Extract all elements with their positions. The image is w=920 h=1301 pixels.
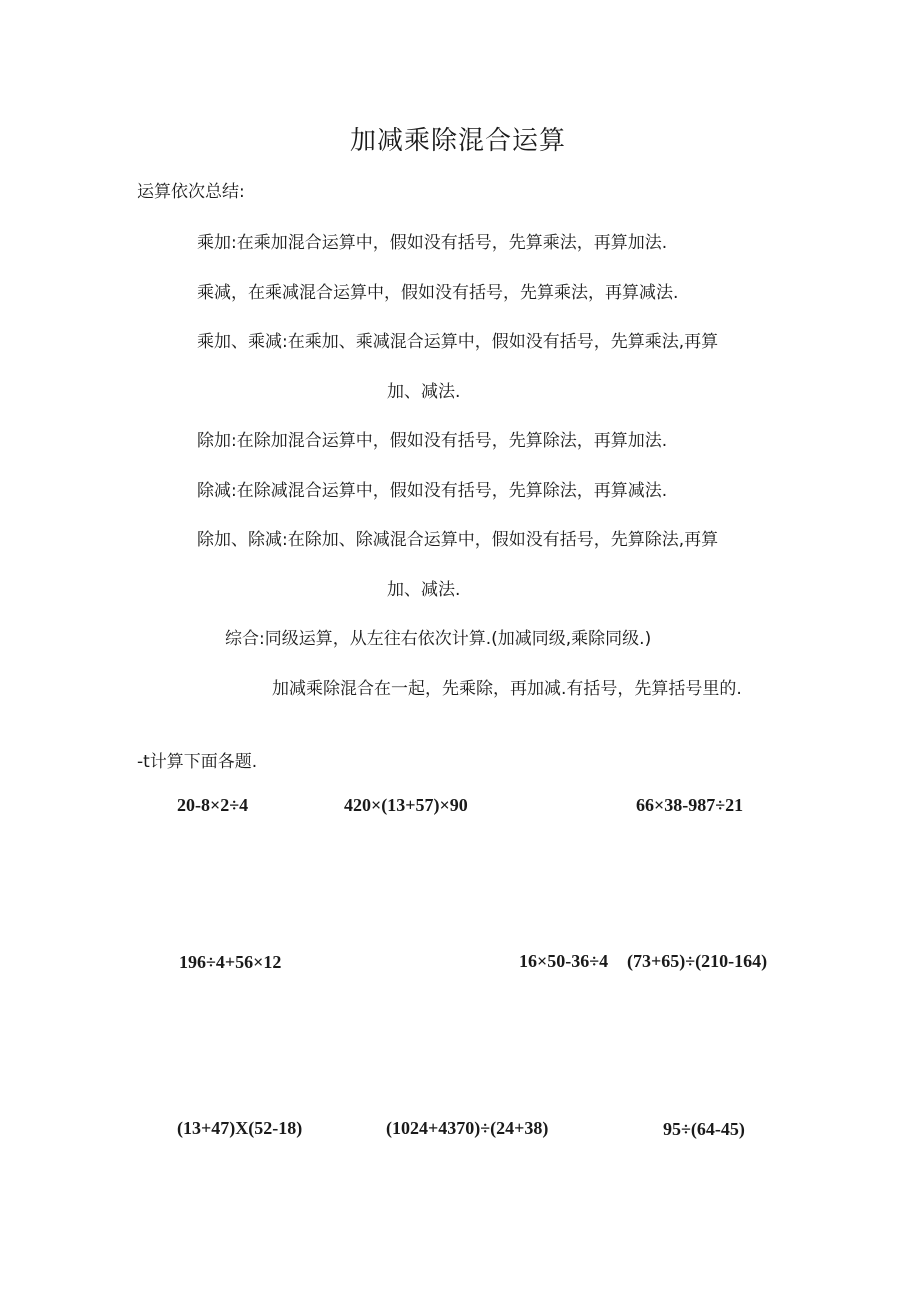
problem-1: 20-8×2÷4: [177, 795, 249, 815]
summary-heading: 运算依次总结:: [137, 182, 245, 202]
problem-9: 95÷(64-45): [663, 1119, 745, 1139]
rule-general: 综合:同级运算，从左往右依次计算.(加减同级,乘除同级.): [225, 629, 652, 649]
rule-general-2: 加减乘除混合在一起，先乘除，再加减.有括号，先算括号里的.: [272, 679, 742, 699]
exercise-heading: -t计算下面各题.: [137, 752, 258, 772]
page-title: 加减乘除混合运算: [350, 126, 567, 156]
problem-6: (73+65)÷(210-164): [627, 951, 768, 971]
problem-5: 16×50-36÷4: [519, 951, 609, 971]
problem-7: (13+47)X(52-18): [177, 1118, 303, 1138]
rule-multiply-add-subtract-cont: 加、减法.: [387, 382, 461, 402]
problem-2: 420×(13+57)×90: [344, 795, 468, 815]
problem-3: 66×38-987÷21: [636, 795, 744, 815]
rule-multiply-subtract: 乘减，在乘减混合运算中，假如没有括号，先算乘法，再算减法.: [197, 283, 679, 303]
rule-divide-subtract: 除减:在除减混合运算中，假如没有括号，先算除法，再算减法.: [197, 481, 668, 501]
rule-divide-add-subtract-cont: 加、减法.: [387, 580, 461, 600]
rule-divide-add-subtract: 除加、除减:在除加、除减混合运算中，假如没有括号，先算除法,再算: [197, 530, 719, 550]
rule-divide-add: 除加:在除加混合运算中，假如没有括号，先算除法，再算加法.: [197, 431, 668, 451]
rule-multiply-add: 乘加:在乘加混合运算中，假如没有括号，先算乘法，再算加法.: [197, 233, 668, 253]
problem-8: (1024+4370)÷(24+38): [386, 1118, 549, 1138]
problem-4: 196÷4+56×12: [179, 952, 282, 972]
rule-multiply-add-subtract: 乘加、乘减:在乘加、乘减混合运算中，假如没有括号，先算乘法,再算: [197, 332, 719, 352]
